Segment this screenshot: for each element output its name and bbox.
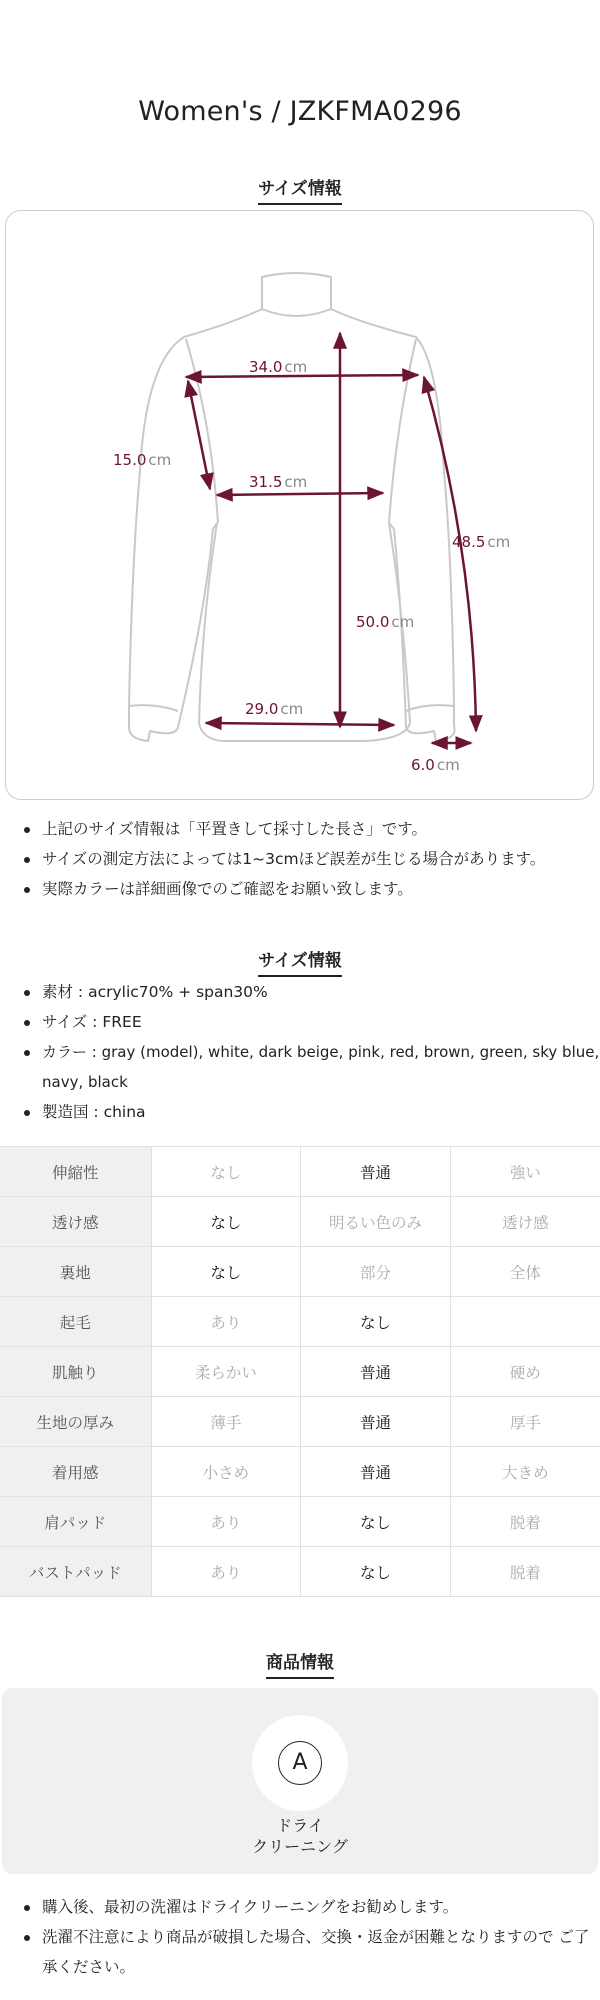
spec-row bbox=[0, 1447, 600, 1497]
size-notes-list bbox=[20, 814, 600, 904]
spec-row bbox=[0, 1297, 600, 1347]
armhole-unit: cm bbox=[148, 451, 172, 469]
spec-row-label: 裏地 bbox=[0, 1247, 151, 1297]
armhole-line bbox=[188, 381, 210, 489]
spec-option: 薄手 bbox=[151, 1397, 301, 1447]
size-diagram bbox=[5, 210, 594, 800]
product-title: Women's / JZKFMA0296 bbox=[138, 96, 462, 127]
dry-clean-icon: A bbox=[278, 1741, 322, 1785]
hem-width-unit: cm bbox=[280, 700, 304, 718]
hem-width-value: 29.0 bbox=[245, 700, 279, 718]
spec-option: 明るい色のみ bbox=[301, 1197, 451, 1247]
product-info-heading bbox=[0, 1648, 600, 1679]
care-symbol-circle bbox=[252, 1715, 348, 1811]
spec-option-selected: なし bbox=[301, 1497, 451, 1547]
color-item: カラー : gray (model), white, dark beige, pink, red, brown, green, sky blue, navy, black bbox=[20, 1037, 600, 1097]
spec-option-selected: 普通 bbox=[301, 1397, 451, 1447]
spec-row bbox=[0, 1397, 600, 1447]
spec-option: 全体 bbox=[450, 1247, 600, 1297]
spec-option-selected: 普通 bbox=[301, 1447, 451, 1497]
waist-width-value: 31.5 bbox=[249, 473, 283, 491]
chest-width-label bbox=[249, 358, 307, 376]
spec-row-label: 伸縮性 bbox=[0, 1147, 151, 1197]
spec-row bbox=[0, 1147, 600, 1197]
size-note-item: サイズの測定方法によっては1~3cmほど誤差が生じる場合があります。 bbox=[20, 844, 600, 874]
care-note-item: 洗濯不注意により商品が破損した場合、交換・返金が困難となりますので ご了承ください。 bbox=[20, 1922, 600, 1982]
hem-width-line bbox=[206, 723, 394, 725]
total-length-label bbox=[356, 613, 414, 631]
fabric-spec-table bbox=[0, 1146, 600, 1597]
spec-option-selected: 普通 bbox=[301, 1347, 451, 1397]
spec-row-label: 透け感 bbox=[0, 1197, 151, 1247]
product-details-list bbox=[20, 977, 600, 1127]
total-length-value: 50.0 bbox=[356, 613, 390, 631]
spec-option: あり bbox=[151, 1497, 301, 1547]
size-info-heading-text: サイズ情報 bbox=[258, 174, 342, 205]
spec-option: 小さめ bbox=[151, 1447, 301, 1497]
sleeve-length-unit: cm bbox=[487, 533, 511, 551]
care-notes-list bbox=[20, 1892, 600, 1982]
care-note-item: 購入後、最初の洗濯はドライクリーニングをお勧めします。 bbox=[20, 1892, 600, 1922]
spec-row bbox=[0, 1547, 600, 1597]
spec-option: あり bbox=[151, 1297, 301, 1347]
spec-option: 脱着 bbox=[450, 1547, 600, 1597]
waist-width-unit: cm bbox=[284, 473, 308, 491]
origin-item: 製造国 : china bbox=[20, 1097, 600, 1127]
sleeve-length-label bbox=[452, 533, 510, 551]
cuff-width-unit: cm bbox=[436, 756, 460, 774]
cuff-width-label bbox=[411, 756, 460, 774]
chest-width-unit: cm bbox=[284, 358, 308, 376]
care-label-line2: クリーニング bbox=[252, 1837, 348, 1856]
spec-option-selected: 普通 bbox=[301, 1147, 451, 1197]
spec-option: 透け感 bbox=[450, 1197, 600, 1247]
spec-row-label: 生地の厚み bbox=[0, 1397, 151, 1447]
spec-option: 脱着 bbox=[450, 1497, 600, 1547]
spec-option: 柔らかい bbox=[151, 1347, 301, 1397]
total-length-unit: cm bbox=[391, 613, 415, 631]
spec-option: あり bbox=[151, 1547, 301, 1597]
care-label bbox=[2, 1815, 598, 1857]
spec-row bbox=[0, 1347, 600, 1397]
size-note-item: 実際カラーは詳細画像でのご確認をお願い致します。 bbox=[20, 874, 600, 904]
spec-option: 硬め bbox=[450, 1347, 600, 1397]
spec-option: 部分 bbox=[301, 1247, 451, 1297]
chest-width-value: 34.0 bbox=[249, 358, 283, 376]
spec-option-selected: なし bbox=[301, 1297, 451, 1347]
size-item: サイズ : FREE bbox=[20, 1007, 600, 1037]
spec-row-label: 肌触り bbox=[0, 1347, 151, 1397]
spec-option: 厚手 bbox=[450, 1397, 600, 1447]
waist-width-label bbox=[249, 473, 307, 491]
sleeve-length-line bbox=[424, 377, 476, 731]
spec-row bbox=[0, 1497, 600, 1547]
spec-row-label: 肩パッド bbox=[0, 1497, 151, 1547]
spec-row bbox=[0, 1197, 600, 1247]
care-instructions-box bbox=[2, 1688, 598, 1874]
care-label-line1: ドライ bbox=[276, 1816, 324, 1835]
spec-option-selected: なし bbox=[301, 1547, 451, 1597]
spec-option-selected: なし bbox=[151, 1197, 301, 1247]
waist-width-line bbox=[217, 493, 383, 495]
spec-row-label: 起毛 bbox=[0, 1297, 151, 1347]
spec-option: 大きめ bbox=[450, 1447, 600, 1497]
sleeve-length-value: 48.5 bbox=[452, 533, 486, 551]
size-note-item: 上記のサイズ情報は「平置きして採寸した長さ」です。 bbox=[20, 814, 600, 844]
spec-option: なし bbox=[151, 1147, 301, 1197]
armhole-value: 15.0 bbox=[113, 451, 147, 469]
details-heading-text: サイズ情報 bbox=[258, 946, 342, 977]
spec-row-label: バストパッド bbox=[0, 1547, 151, 1597]
armhole-label bbox=[113, 451, 171, 469]
details-heading bbox=[0, 946, 600, 977]
cuff-width-value: 6.0 bbox=[411, 756, 435, 774]
size-info-heading bbox=[0, 174, 600, 205]
material-item: 素材 : acrylic70% + span30% bbox=[20, 977, 600, 1007]
spec-option: 強い bbox=[450, 1147, 600, 1197]
spec-option-selected: なし bbox=[151, 1247, 301, 1297]
hem-width-label bbox=[245, 700, 303, 718]
spec-option bbox=[450, 1297, 600, 1347]
product-info-heading-text: 商品情報 bbox=[266, 1648, 334, 1679]
spec-row-label: 着用感 bbox=[0, 1447, 151, 1497]
spec-row bbox=[0, 1247, 600, 1297]
